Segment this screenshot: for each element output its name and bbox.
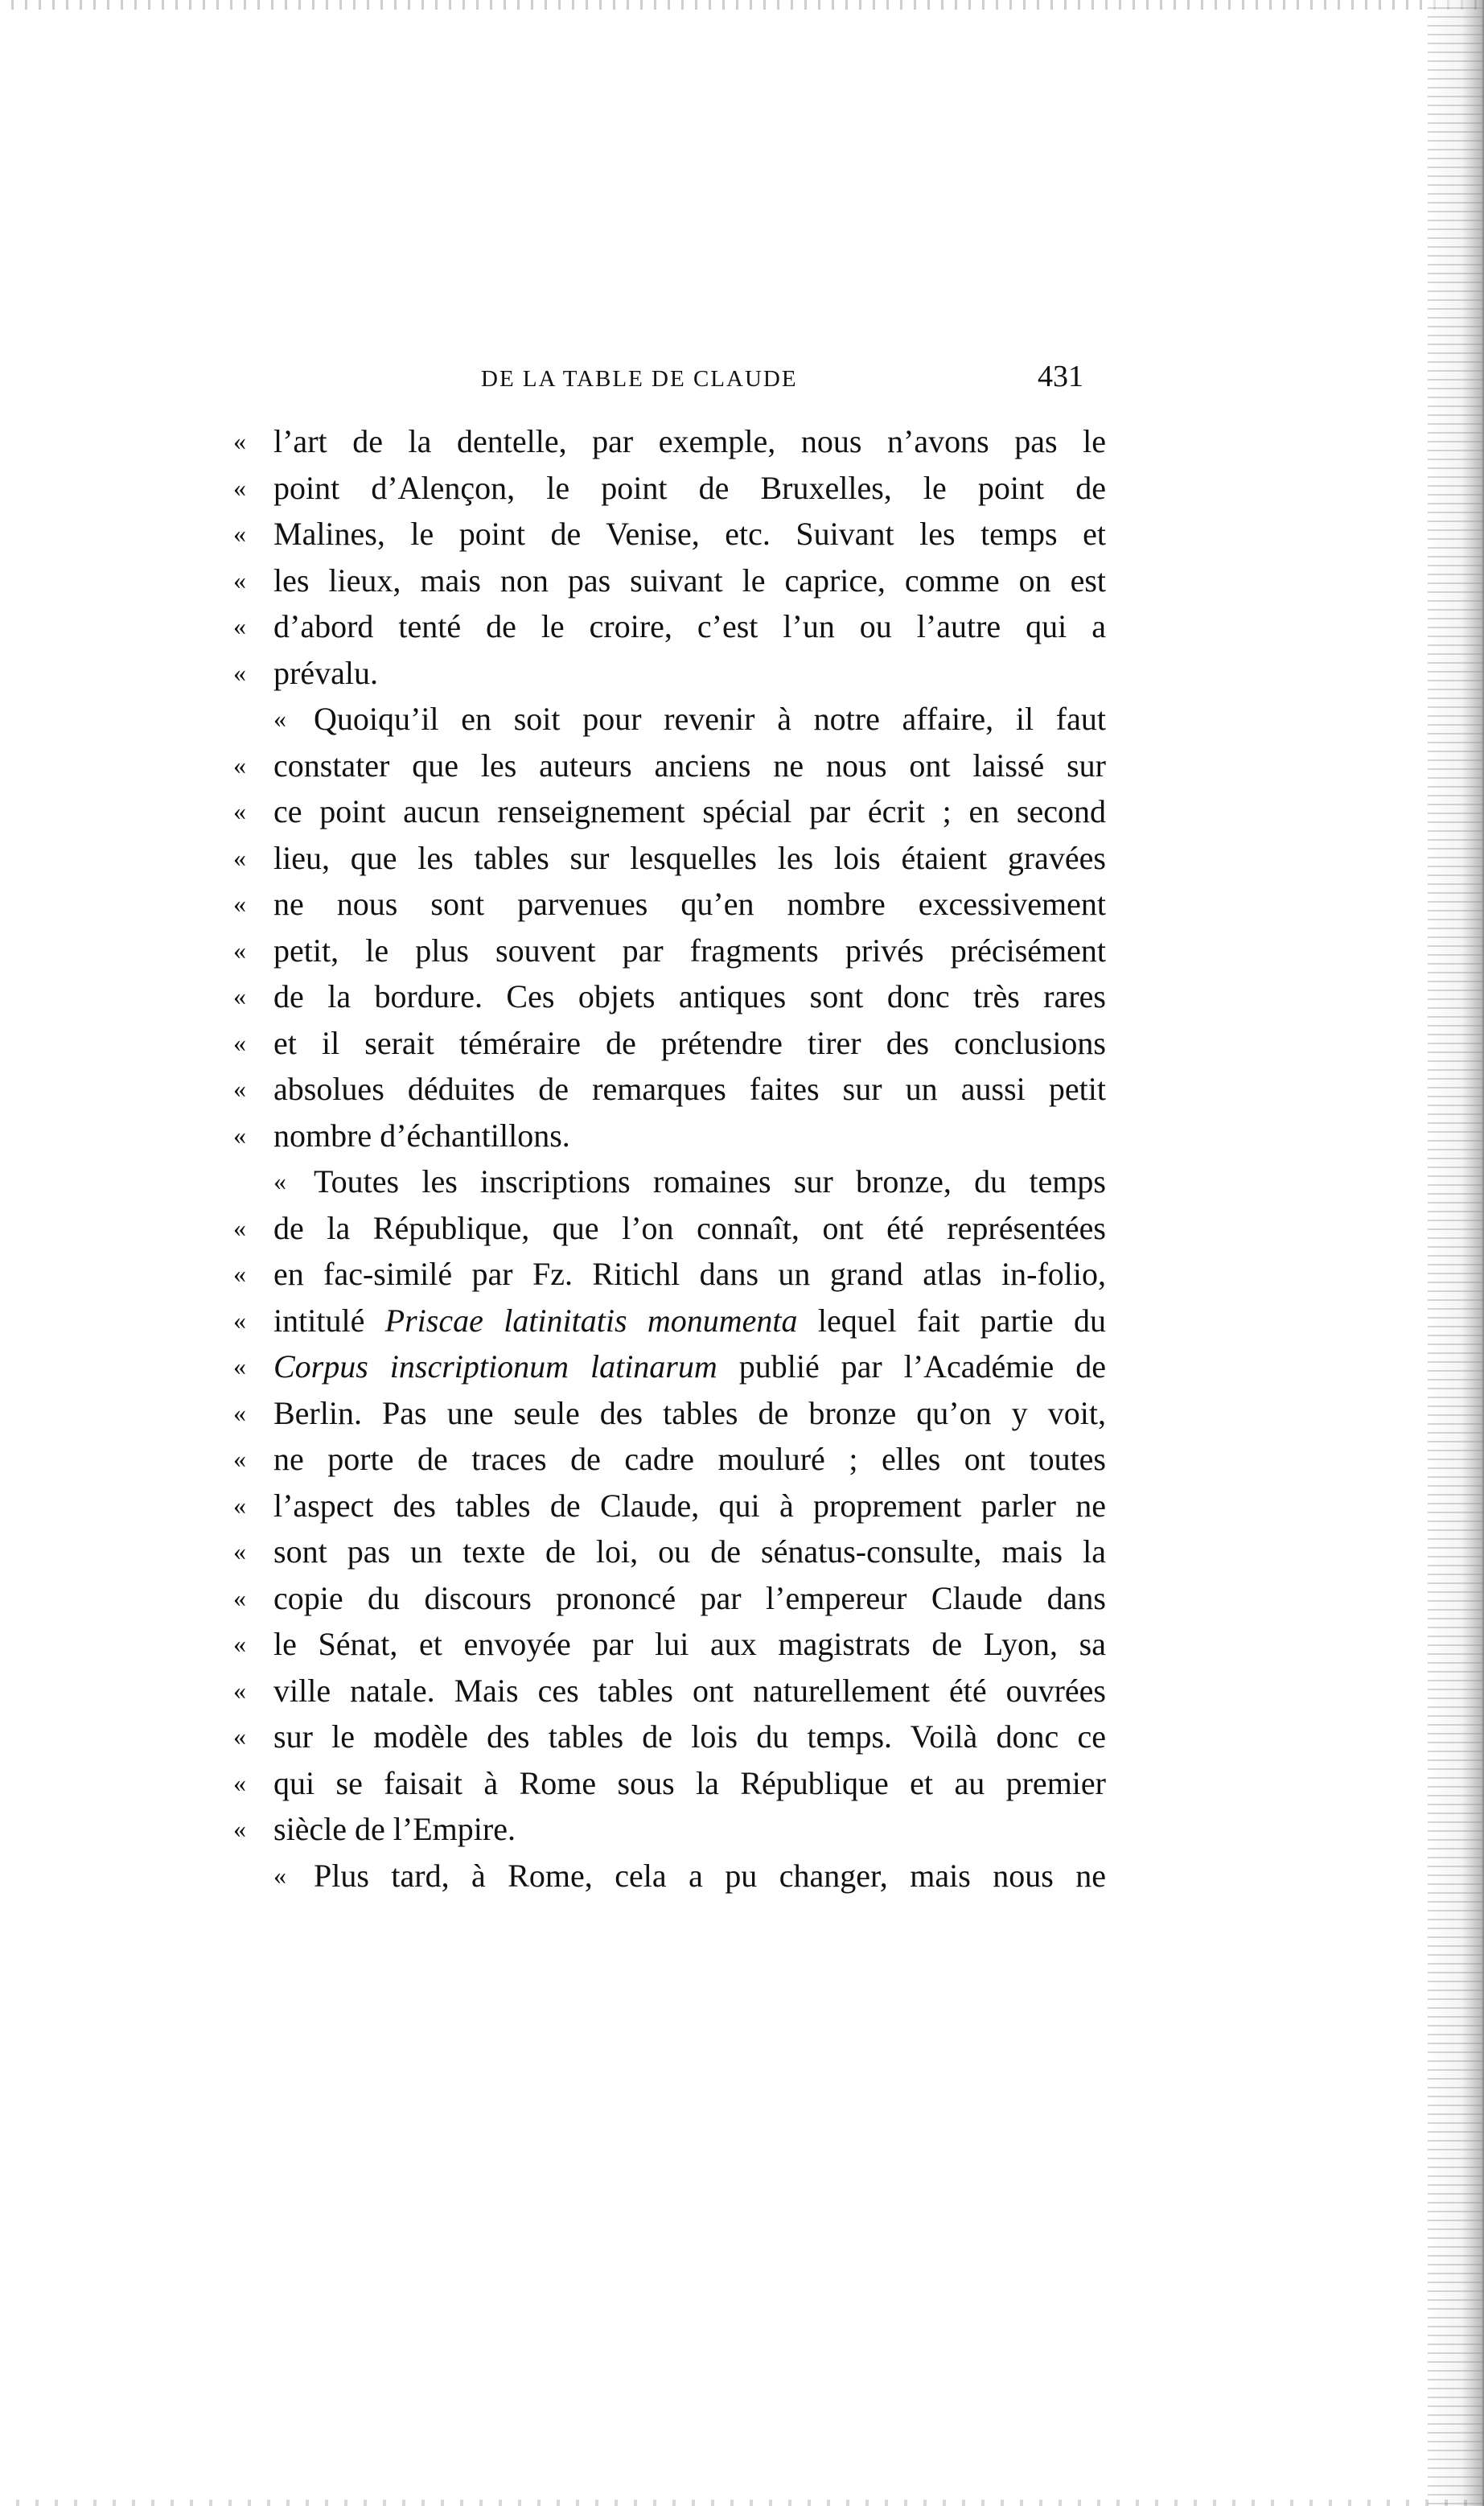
guillemet: « [233, 1722, 246, 1751]
text-line: « Malines, le point de Venise, etc. Suivant les temps et [233, 511, 1106, 558]
text-line: « point d’Alençon, le point de Bruxelles, le point de [233, 465, 1106, 512]
guillemet: « [233, 1675, 246, 1705]
body-text [233, 418, 1106, 1899]
text-line: « ville natale. Mais ces tables ont naturellement été ouvrées [233, 1668, 1106, 1714]
text-line: « prévalu. [233, 650, 1106, 697]
text-line: « d’abord tenté de le croire, c’est l’un ou l’autre qui a [233, 603, 1106, 650]
guillemet: « [233, 889, 246, 918]
text-line: « en fac-similé par Fz. Ritichl dans un grand atlas in-folio, [233, 1251, 1106, 1298]
guillemet: « [233, 1212, 246, 1242]
guillemet: « [233, 842, 246, 872]
text-line: « et il serait téméraire de prétendre tirer des conclusions [233, 1020, 1106, 1067]
guillemet: « [233, 796, 246, 825]
running-head: DE LA TABLE DE CLAUDE [481, 366, 798, 392]
guillemet: « [233, 1120, 246, 1150]
text-line: « copie du discours prononcé par l’empereur Claude dans [233, 1575, 1106, 1622]
guillemet: « [233, 1259, 246, 1288]
text-line: « constater que les auteurs anciens ne nous ont laissé sur [233, 743, 1106, 789]
guillemet: « [233, 1397, 246, 1427]
text-line: « l’aspect des tables de Claude, qui à proprement parler ne [233, 1483, 1106, 1529]
text-line: « de la République, que l’on connaît, ont été représentées [233, 1205, 1106, 1252]
guillemet: « [273, 1860, 286, 1890]
text-line: « ne nous sont parvenues qu’en nombre excessivement [233, 881, 1106, 928]
text-line: « Berlin. Pas une seule des tables de bronze qu’on y voit, [233, 1390, 1106, 1437]
guillemet: « [233, 1490, 246, 1520]
text-line: « sont pas un texte de loi, ou de sénatus-consulte, mais la [233, 1529, 1106, 1575]
italic-title: Corpus inscriptionum latinarum [273, 1348, 717, 1385]
guillemet: « [273, 704, 286, 733]
text-line: « de la bordure. Ces objets antiques sont donc très rares [233, 973, 1106, 1020]
paragraph-start-line: « Plus tard, à Rome, cela a pu changer, mais nous ne [233, 1853, 1106, 1899]
guillemet: « [233, 1582, 246, 1612]
text-line: « petit, le plus souvent par fragments privés précisément [233, 928, 1106, 974]
guillemet: « [233, 1814, 246, 1843]
text-line: « le Sénat, et envoyée par lui aux magistrats de Lyon, sa [233, 1621, 1106, 1668]
text-line: « Corpus inscriptionum latinarum publié par l’Académie de [233, 1344, 1106, 1390]
guillemet: « [233, 1027, 246, 1057]
guillemet: « [233, 1352, 246, 1381]
text-line: « l’art de la dentelle, par exemple, nous n’avons pas le [233, 418, 1106, 465]
guillemet: « [233, 519, 246, 548]
italic-title: Priscae latinitatis monumenta [384, 1302, 798, 1339]
guillemet: « [233, 472, 246, 502]
paragraph-start-line: « Toutes les inscriptions romaines sur bronze, du temps [233, 1158, 1106, 1205]
scan-bottom-edge [0, 2500, 1484, 2506]
text-line: « ne porte de traces de cadre mouluré ; elles ont toutes [233, 1436, 1106, 1483]
text-line: « qui se faisait à Rome sous la République et au premier [233, 1760, 1106, 1807]
guillemet: « [233, 1767, 246, 1797]
guillemet: « [233, 1444, 246, 1473]
text-line: « lieu, que les tables sur lesquelles les lois étaient gravées [233, 835, 1106, 882]
guillemet: « [233, 611, 246, 640]
text-line: « les lieux, mais non pas suivant le caprice, comme on est [233, 558, 1106, 604]
scan-top-edge [0, 0, 1484, 10]
guillemet: « [233, 657, 246, 687]
guillemet: « [233, 1629, 246, 1658]
text-line: « sur le modèle des tables de lois du temps. Voilà donc ce [233, 1714, 1106, 1760]
guillemet: « [233, 1537, 246, 1566]
guillemet: « [233, 565, 246, 595]
text-line: « ce point aucun renseignement spécial par écrit ; en second [233, 788, 1106, 835]
guillemet: « [233, 1074, 246, 1103]
guillemet: « [273, 1167, 286, 1195]
guillemet: « [233, 426, 246, 455]
scan-right-page-edge [1428, 0, 1484, 2506]
text-line: « nombre d’échantillons. [233, 1113, 1106, 1159]
guillemet: « [233, 981, 246, 1010]
text-line: « siècle de l’Empire. [233, 1806, 1106, 1853]
paragraph-start-line: « Quoiqu’il en soit pour revenir à notre affaire, il faut [233, 696, 1106, 743]
guillemet: « [233, 750, 246, 780]
text-line: « absolues déduites de remarques faites sur un aussi petit [233, 1066, 1106, 1113]
text-line: « intitulé Priscae latinitatis monumenta lequel fait partie du [233, 1298, 1106, 1344]
guillemet: « [233, 1305, 246, 1335]
guillemet: « [233, 935, 246, 965]
page-number: 431 [1038, 360, 1083, 393]
